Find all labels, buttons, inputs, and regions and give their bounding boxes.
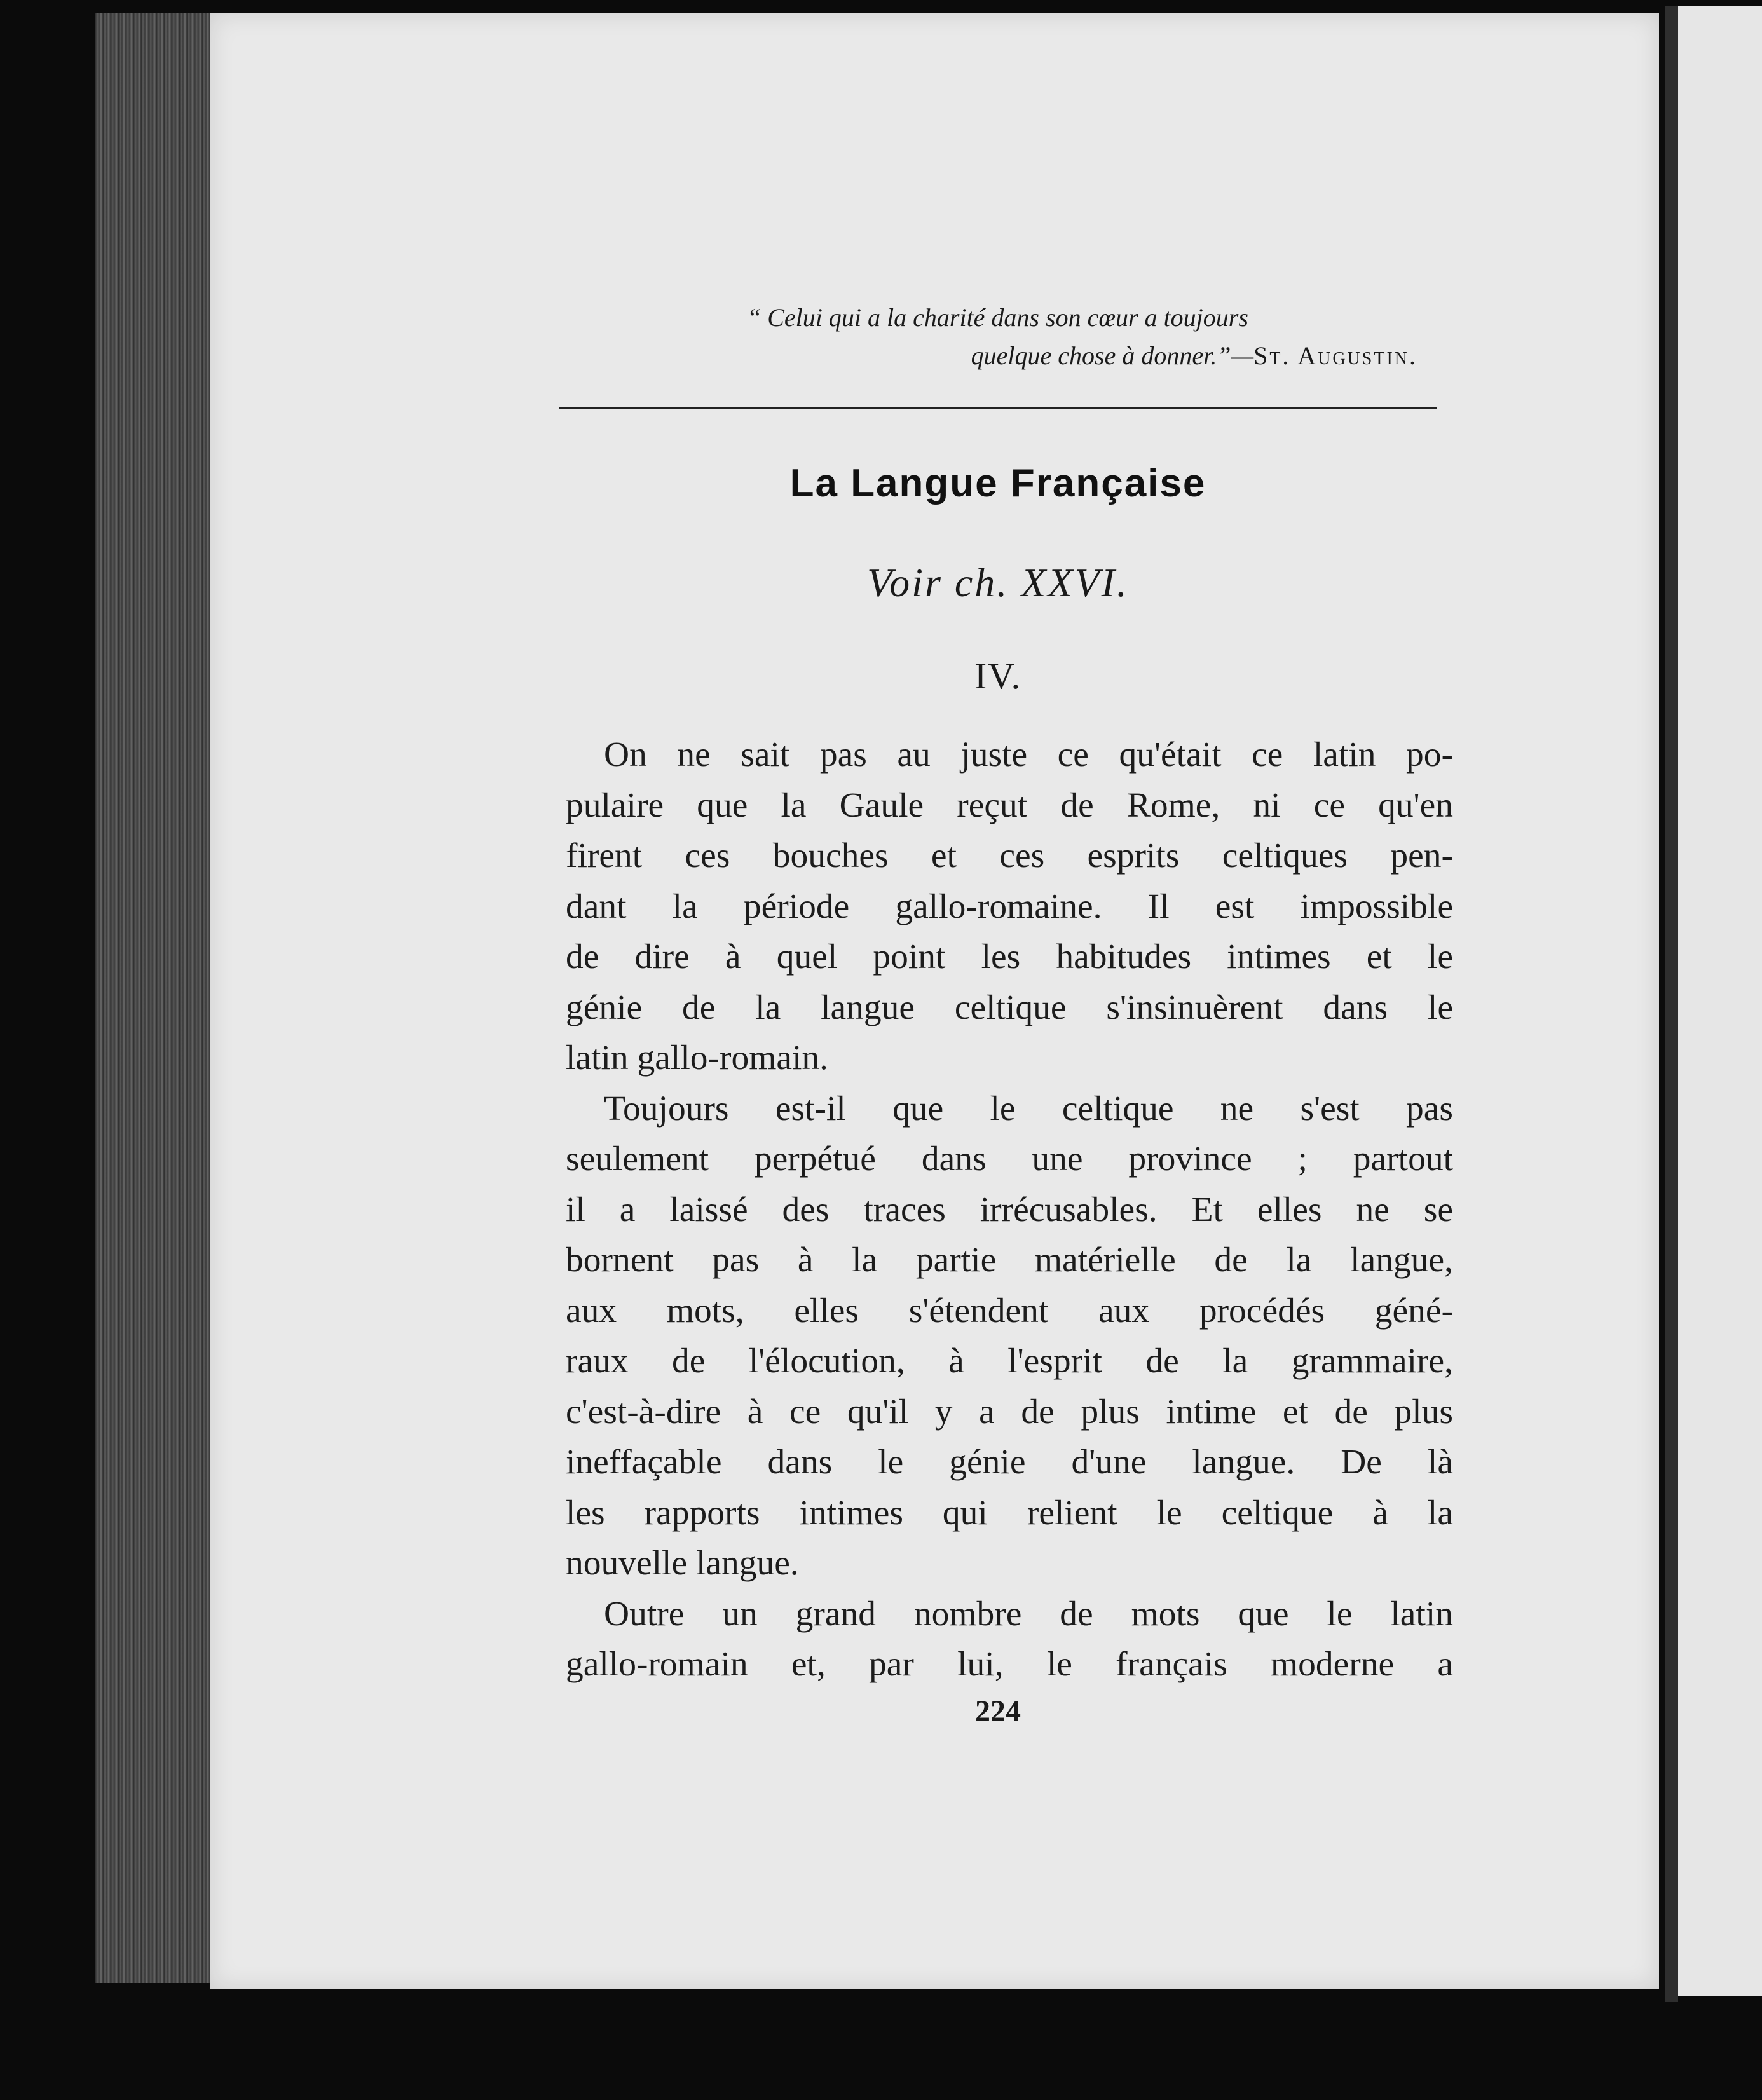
text-line: latin gallo-romain. xyxy=(566,1039,829,1077)
epigraph-line-1: “ Celui qui a la charité dans son cœur a toujours xyxy=(747,303,1248,332)
text-line: ineffaçable dans le génie d'une langue. De là xyxy=(566,1443,1453,1482)
epigraph-line-2: quelque chose à donner.”— xyxy=(971,341,1254,370)
paragraph-2 xyxy=(566,1084,1453,1589)
text-line: génie de la langue celtique s'insinuèrent dans le xyxy=(566,988,1453,1027)
paragraph-3 xyxy=(566,1589,1453,1690)
text-line: seulement perpétué dans une province ; partout xyxy=(566,1140,1453,1178)
chapter-subtitle: Voir ch. XXVI. xyxy=(867,560,1129,605)
text-line: aux mots, elles s'étendent aux procédés géné- xyxy=(566,1291,1453,1330)
text-line: Toujours est-il que le celtique ne s'est pas xyxy=(604,1089,1453,1128)
epigraph-attribution: St. Augustin. xyxy=(1253,341,1417,370)
text-line: c'est-à-dire à ce qu'il y a de plus intime et de plus xyxy=(566,1392,1453,1431)
facing-page-edge xyxy=(1678,6,1762,1996)
text-line: pulaire que la Gaule reçut de Rome, ni ce qu'en xyxy=(566,786,1453,825)
text-line: raux de l'élocution, à l'esprit de la grammaire, xyxy=(566,1342,1453,1381)
text-line: de dire à quel point les habitudes intimes et le xyxy=(566,938,1453,976)
page-number: 224 xyxy=(975,1694,1021,1728)
text-line: bornent pas à la partie matérielle de la langue, xyxy=(566,1241,1453,1279)
text-line: gallo-romain et, par lui, le français moderne a xyxy=(566,1645,1453,1684)
epigraph xyxy=(636,299,1417,375)
section-number: IV. xyxy=(974,655,1022,697)
text-line: On ne sait pas au juste ce qu'était ce latin po- xyxy=(604,735,1453,774)
horizontal-rule xyxy=(559,407,1437,409)
text-line: il a laissé des traces irrécusables. Et elles ne se xyxy=(566,1190,1453,1229)
text-line: nouvelle langue. xyxy=(566,1544,799,1583)
text-line: Outre un grand nombre de mots que le latin xyxy=(604,1594,1453,1633)
chapter-title: La Langue Française xyxy=(789,461,1206,505)
text-line: firent ces bouches et ces esprits celtiques pen- xyxy=(566,836,1453,875)
body-text xyxy=(566,730,1453,1690)
text-line: les rapports intimes qui relient le celtique à la xyxy=(566,1493,1453,1532)
binding-strip xyxy=(1665,6,1678,2002)
text-line: dant la période gallo-romaine. Il est impossible xyxy=(566,887,1453,926)
paragraph-1 xyxy=(566,730,1453,1084)
